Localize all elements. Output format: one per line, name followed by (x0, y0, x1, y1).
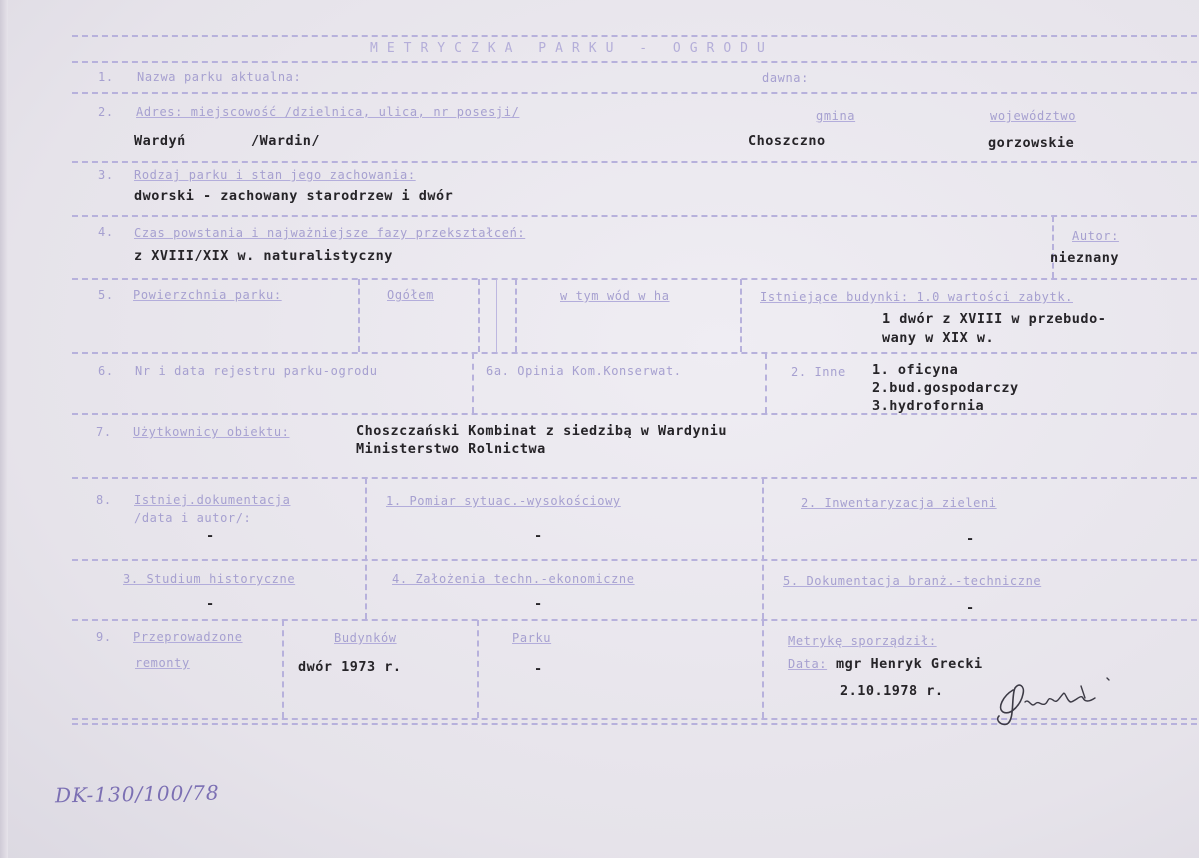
park-type-value: dworski - zachowany starodrzew i dwór (134, 188, 454, 204)
park-type-label: Rodzaj parku i stan jego zachowania: (134, 168, 416, 182)
row-number: 7. (96, 425, 112, 439)
author-label: Autor: (1072, 229, 1119, 243)
survey-label: 1. Pomiar sytuac.-wysokościowy (386, 494, 621, 508)
column-separator (282, 620, 284, 718)
documentation-sublabel: /data i autor/: (134, 511, 252, 525)
branch-documentation-value: - (966, 600, 975, 616)
users-line-2: Ministerstwo Rolnictwa (356, 441, 546, 457)
row-number: 2. (98, 105, 114, 119)
row-separator (72, 278, 1197, 280)
creation-time-value: z XVIII/XIX w. naturalistyczny (134, 248, 393, 264)
buildings-line-2: wany w XIX w. (882, 330, 995, 346)
historical-study-label: 3. Studium historyczne (123, 572, 296, 586)
row-separator (72, 352, 1197, 354)
users-label: Użytkownicy obiektu: (133, 425, 290, 439)
prepared-by-value: mgr Henryk Grecki (836, 656, 983, 672)
form-title: METRYCZKA PARKU - OGRODU (370, 41, 774, 56)
column-separator (765, 353, 767, 413)
row-separator (72, 161, 1197, 163)
row-separator (72, 61, 1197, 63)
park-name-label: Nazwa parku aktualna: (137, 70, 302, 84)
column-separator (762, 478, 764, 619)
gmina-value: Choszczno (748, 133, 826, 149)
tech-assumptions-value: - (534, 596, 543, 612)
date-label: Data: (788, 657, 828, 671)
column-separator (762, 620, 764, 718)
renovations-sublabel: remonty (135, 656, 190, 670)
tech-assumptions-label: 4. Założenia techn.-ekonomiczne (392, 572, 635, 586)
other-building-2: 2.bud.gospodarczy (872, 380, 1019, 396)
row-number: 4. (98, 225, 114, 239)
register-label: Nr i data rejestru parku-ogrodu (135, 364, 378, 378)
documentation-value: - (206, 528, 215, 544)
row-separator (72, 92, 1197, 94)
branch-documentation-label: 5. Dokumentacja branż.-techniczne (783, 574, 1042, 588)
column-separator (477, 620, 479, 718)
row-number: 5. (98, 288, 114, 302)
prepared-by-label: Metrykę sporządził: (788, 634, 937, 648)
voivodeship-label: województwo (990, 109, 1077, 123)
buildings-renovation-value: dwór 1973 r. (298, 659, 402, 675)
column-separator (740, 279, 742, 352)
address-value: Wardyń (134, 133, 186, 149)
park-area-label: Powierzchnia parku: (133, 288, 282, 302)
other-buildings-label: 2. Inne (791, 365, 846, 379)
address-alt-value: /Wardin/ (251, 133, 321, 149)
conservator-opinion-label: 6a. Opinia Kom.Konserwat. (486, 364, 682, 378)
buildings-label: Istniejące budynki: 1.0 wartości zabytk. (760, 290, 1073, 304)
documentation-label: Istniej.dokumentacja (134, 493, 291, 507)
handwritten-signature (985, 668, 1135, 728)
row-number: 1. (98, 70, 114, 84)
gmina-label: gmina (816, 109, 856, 123)
greenery-inventory-label: 2. Inwentaryzacja zieleni (801, 496, 997, 510)
park-renovation-label: Parku (512, 631, 552, 645)
row-number: 8. (96, 493, 112, 507)
other-building-3: 3.hydrofornia (872, 398, 985, 414)
survey-value: - (534, 528, 543, 544)
row-separator (72, 477, 1197, 479)
buildings-line-1: 1 dwór z XVIII w przebudo- (882, 311, 1107, 327)
column-separator (358, 279, 360, 352)
voivodeship-value: gorzowskie (988, 135, 1075, 151)
row-separator (72, 559, 1197, 561)
row-separator (72, 413, 1197, 415)
archive-reference-number: DK-130/100/78 (54, 780, 220, 808)
row-number: 3. (98, 168, 114, 182)
author-value: nieznany (1050, 250, 1120, 266)
other-building-1: 1. oficyna (872, 362, 959, 378)
column-separator (515, 279, 517, 352)
former-name-label: dawna: (762, 71, 809, 85)
area-total-label: Ogółem (387, 288, 434, 302)
greenery-inventory-value: - (966, 531, 975, 547)
row-separator (72, 215, 1197, 217)
row-separator (72, 619, 1197, 621)
renovations-label: Przeprowadzone (133, 630, 243, 644)
row-separator (72, 35, 1197, 37)
creation-time-label: Czas powstania i najważniejsze fazy przekształceń: (134, 226, 526, 240)
column-separator (1052, 216, 1054, 278)
column-separator (472, 353, 474, 413)
buildings-renovation-label: Budynków (334, 631, 397, 645)
row-number: 9. (96, 630, 112, 644)
column-separator (365, 478, 367, 619)
address-label: Adres: miejscowość /dzielnica, ulica, nr posesji/ (136, 105, 520, 119)
area-water-label: w tym wód w ha (560, 289, 670, 303)
row-number: 6. (98, 364, 114, 378)
historical-study-value: - (206, 596, 215, 612)
column-separator (496, 279, 497, 352)
users-line-1: Choszczański Kombinat z siedzibą w Wardyniu (356, 423, 727, 439)
park-renovation-value: - (534, 661, 543, 677)
column-separator (478, 279, 480, 352)
paper-fold-shadow (0, 0, 8, 858)
prepared-date-value: 2.10.1978 r. (840, 683, 944, 699)
